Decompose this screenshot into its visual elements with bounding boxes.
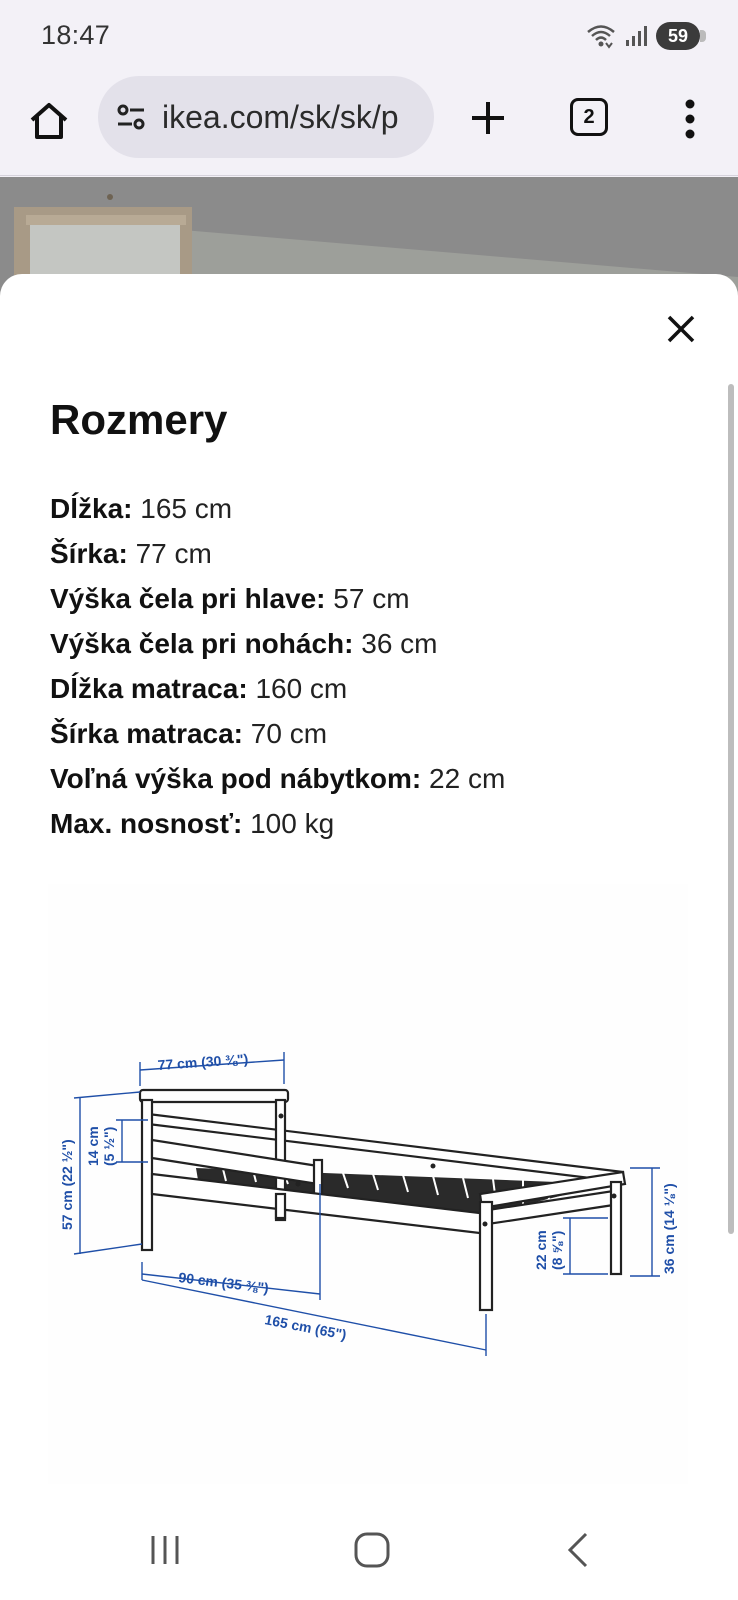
- home-nav-icon[interactable]: [352, 1530, 392, 1570]
- spec-label: Max. nosnosť:: [50, 808, 243, 839]
- dimensions-list: [50, 486, 505, 846]
- length-dimension-label: 165 cm (65"): [263, 1311, 348, 1343]
- new-tab-icon[interactable]: [466, 96, 510, 140]
- inner-leg: [276, 1194, 285, 1218]
- spec-label: Výška čela pri nohách:: [50, 628, 354, 659]
- width-dimension-label: 77 cm (30 ⅜"): [157, 1050, 249, 1073]
- spec-head-height: [50, 576, 505, 621]
- clearance-in-label: (8 ⅝"): [549, 1230, 565, 1270]
- clearance-cm-label: 22 cm: [533, 1230, 549, 1270]
- modal-scrollbar[interactable]: [728, 384, 734, 1234]
- wifi-icon: [586, 23, 616, 49]
- url-text: ikea.com/sk/sk/p: [162, 98, 399, 135]
- head-height-dimension-label: 57 cm (22 ½"): [59, 1139, 75, 1230]
- headboard-top: [140, 1090, 288, 1102]
- bed-dimension-drawing: [48, 884, 688, 1484]
- spec-label: Výška čela pri hlave:: [50, 583, 326, 614]
- battery-indicator: 59: [656, 22, 700, 50]
- spec-value: 22 cm: [429, 763, 506, 794]
- spec-value: 57 cm: [333, 583, 410, 614]
- head-leg-left: [142, 1100, 152, 1250]
- spec-label: Dĺžka:: [50, 493, 133, 524]
- spec-value: 36 cm: [361, 628, 438, 659]
- modal-title: Rozmery: [50, 396, 228, 443]
- dimension-diagram: [48, 884, 688, 1484]
- spec-label: Šírka matraca:: [50, 718, 244, 749]
- spec-label: Dĺžka matraca:: [50, 673, 248, 704]
- dimensions-modal: [0, 274, 738, 1500]
- spec-mattress-length: [50, 666, 505, 711]
- rail-height-cm-label: 14 cm: [85, 1126, 101, 1166]
- site-settings-icon[interactable]: [114, 100, 148, 134]
- spec-value: 160 cm: [255, 673, 348, 704]
- status-bar: [0, 0, 738, 76]
- spec-label: Šírka:: [50, 538, 128, 569]
- back-icon[interactable]: [560, 1530, 600, 1570]
- foot-leg-front: [480, 1202, 492, 1310]
- spec-value: 77 cm: [135, 538, 212, 569]
- spec-value: 70 cm: [250, 718, 328, 749]
- spec-clearance: [50, 756, 505, 801]
- browser-toolbar: [0, 76, 738, 176]
- spec-value: 100 kg: [250, 808, 335, 839]
- spec-max-load: [50, 801, 505, 846]
- spec-label: Voľná výška pod nábytkom:: [50, 763, 422, 794]
- rail-height-in-label: (5 ½"): [101, 1126, 117, 1166]
- spec-mattress-width: [50, 711, 505, 756]
- status-icons: [586, 22, 700, 50]
- address-bar[interactable]: [98, 76, 434, 158]
- more-options-icon[interactable]: [678, 96, 702, 142]
- spec-width: [50, 531, 505, 576]
- system-navigation-bar: [0, 1500, 738, 1600]
- foot-height-dimension-label: 36 cm (14 ⅛"): [661, 1183, 677, 1274]
- status-time: 18:47: [41, 20, 111, 50]
- rail-length-dimension-label: 90 cm (35 ⅜"): [177, 1269, 270, 1297]
- spec-length: [50, 486, 505, 531]
- tab-switcher-button[interactable]: 2: [570, 98, 608, 136]
- home-icon[interactable]: [26, 98, 72, 144]
- spec-value: 165 cm: [140, 493, 233, 524]
- close-icon[interactable]: [664, 312, 698, 346]
- spec-foot-height: [50, 621, 505, 666]
- signal-icon: [624, 24, 648, 48]
- recent-apps-icon[interactable]: [145, 1530, 185, 1570]
